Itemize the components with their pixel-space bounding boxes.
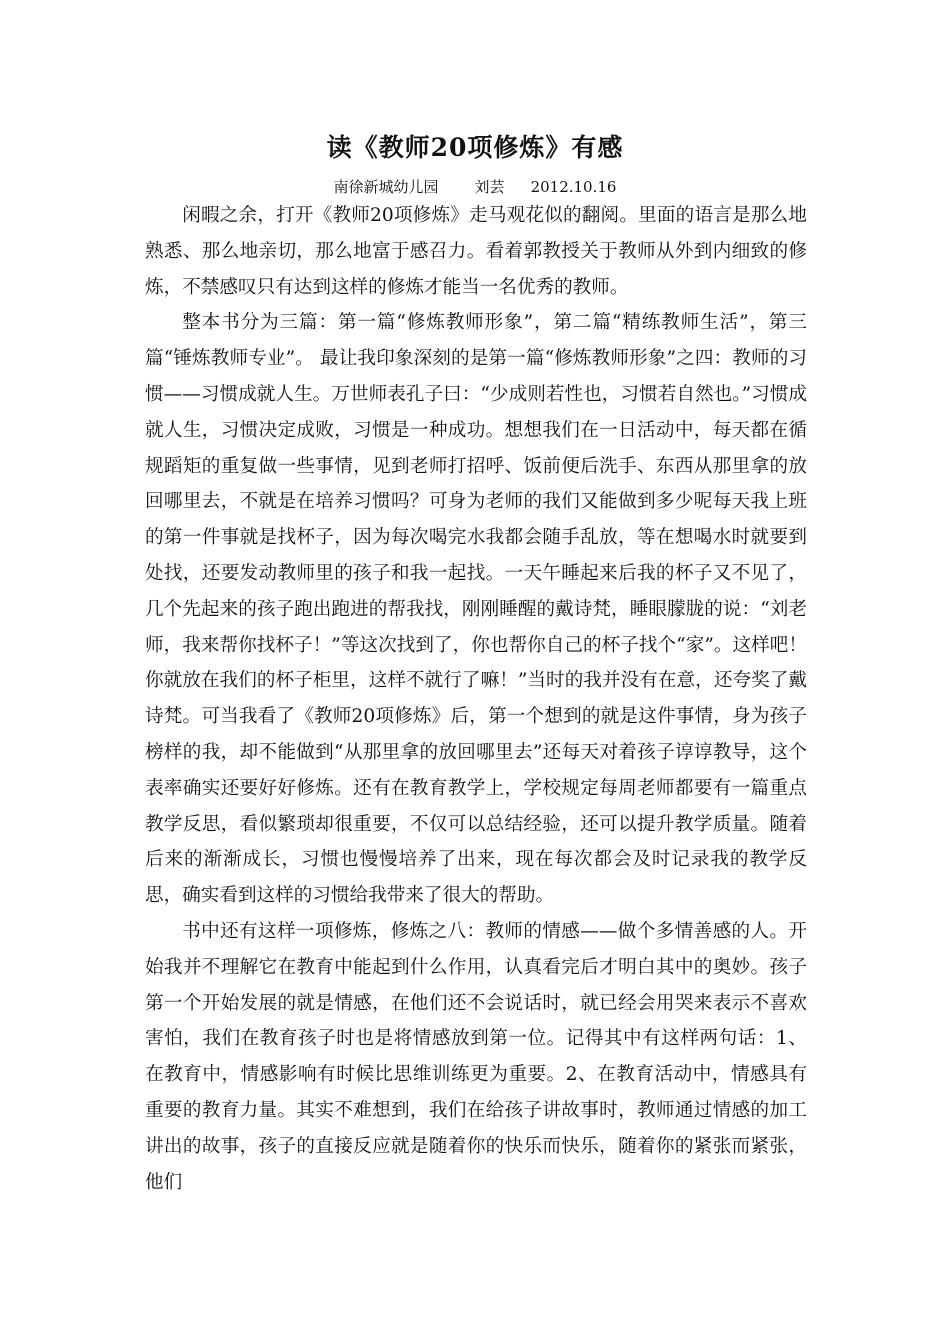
document-title: 读《教师20项修炼》有感 xyxy=(326,133,624,162)
byline-date: 2012.10.16 xyxy=(530,178,617,196)
byline xyxy=(0,176,950,198)
paragraph-2: 整本书分为三篇：第一篇“修炼教师形象”，第二篇“精练教师生活”，第三篇“锤炼教师专业”。 最让我印象深刻的是第一篇“修炼教师形象”之四：教师的习惯——习惯成就人生。万世师表孔子曰：“少成则若性也，习惯若自然也。”习惯成就人生，习惯决定成败，习惯是一种成功。想想我们在一日活动中，每天都在循规蹈矩的重复做一些事情，见到老师打招呼、饭前便后洗手、东西从那里拿的放回哪里去，不就是在培养习惯吗？可身为老师的我们又能做到多少呢每天我上班的第一件事就是找杯子，因为每次喝完水我都会随手乱放，等在想喝水时就要到处找，还要发动教师里的孩子和我一起找。一天午睡起来后我的杯子又不见了，几个先起来的孩子跑出跑进的帮我找，刚刚睡醒的戴诗梵，睡眼朦胧的说：“刘老师，我来帮你找杯子！”等这次找到了，你也帮你自己的杯子找个“家”。这样吧！你就放在我们的杯子柜里，这样不就行了嘛！”当时的我并没有在意，还夸奖了戴诗梵。可当我看了《教师20项修炼》后，第一个想到的就是这件事情，身为孩子榜样的我，却不能做到“从那里拿的放回哪里去”还每天对着孩子谆谆教导，这个表率确实还要好好修炼。还有在教育教学上，学校规定每周老师都要有一篇重点教学反思，看似繁琐却很重要，不仅可以总结经验，还可以提升教学质量。随着后来的渐渐成长，习惯也慢慢培养了出来，现在每次都会及时记录我的教学反思，确实看到这样的习惯给我带来了很大的帮助。 xyxy=(145,312,807,907)
paragraph-1: 闲暇之余，打开《教师20项修炼》走马观花似的翻阅。里面的语言是那么地熟悉、那么地亲切，那么地富于感召力。看着郭教授关于教师从外到内细致的修炼，不禁感叹只有达到这样的修炼才能当一名优秀的教师。 xyxy=(145,205,807,298)
paragraph-3: 书中还有这样一项修炼，修炼之八：教师的情感——做个多情善感的人。开始我并不理解它在教育中能起到什么作用，认真看完后才明白其中的奥妙。孩子第一个开始发展的就是情感，在他们还不会说话时，就已经会用哭来表示不喜欢害怕，我们在教育孩子时也是将情感放到第一位。记得其中有这样两句话：1、在教育中，情感影响有时候比思维训练更为重要。2、在教育活动中，情感具有重要的教育力量。其实不难想到，我们在给孩子讲故事时，教师通过情感的加工讲出的故事，孩子的直接反应就是随着你的快乐而快乐，随着你的紧张而紧张，他们 xyxy=(145,920,807,1193)
byline-school: 南徐新城幼儿园 xyxy=(333,178,439,196)
document-body xyxy=(145,198,807,1200)
byline-author: 刘芸 xyxy=(474,178,505,196)
